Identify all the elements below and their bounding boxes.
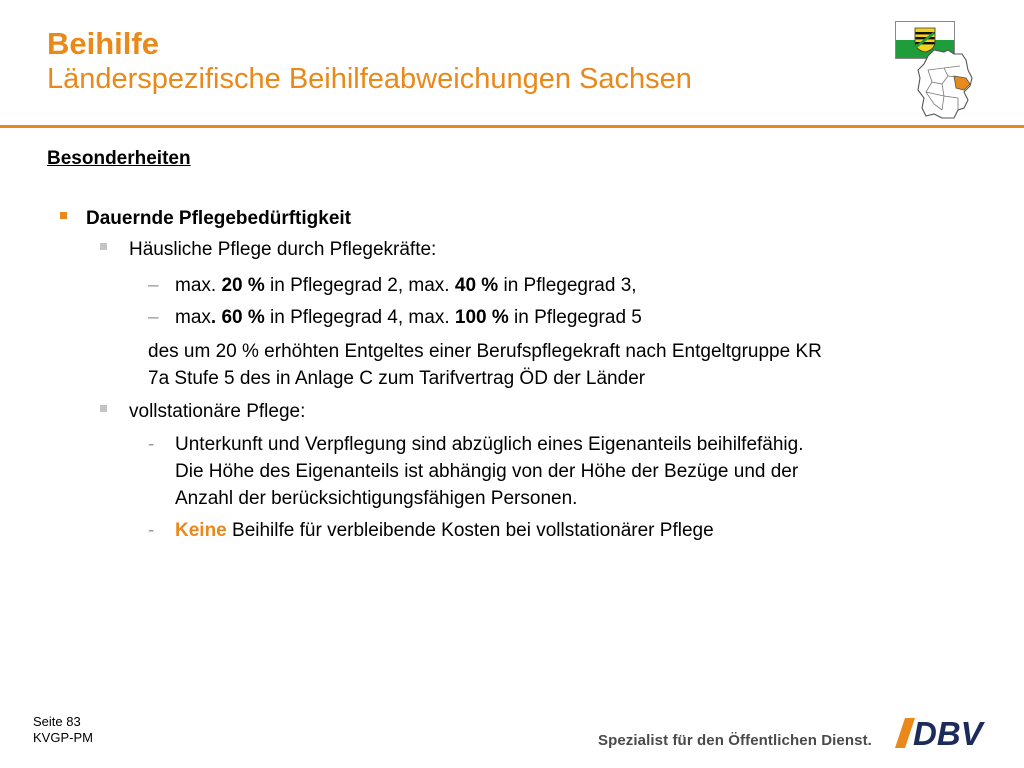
dash-level-3: - xyxy=(148,434,155,455)
page-number: Seite 83 xyxy=(33,714,81,729)
logo-text: DBV xyxy=(913,716,983,750)
dash-level-3: – xyxy=(148,307,159,328)
accommodation-text-2: Die Höhe des Eigenanteils ist abhängig von der Höhe der Bezüge und der xyxy=(175,461,799,482)
care-grade-line-1: max. 20 % in Pflegegrad 2, max. 40 % in Pflegegrad 3, xyxy=(175,275,637,296)
page-subtitle: Länderspezifische Beihilfeabweichungen Sachsen xyxy=(47,63,692,95)
accommodation-text-1: Unterkunft und Verpflegung sind abzüglich eines Eigenanteils beihilfefähig. xyxy=(175,434,804,455)
page-title: Beihilfe xyxy=(47,26,159,61)
header-rule xyxy=(0,125,1024,128)
continuation-text-1: des um 20 % erhöhten Entgeltes einer Berufspflegekraft nach Entgeltgruppe KR xyxy=(148,341,822,362)
bullet-care-dependency: Dauernde Pflegebedürftigkeit xyxy=(86,208,351,229)
bullet-level-2 xyxy=(100,243,107,250)
dbv-logo-icon xyxy=(893,716,1005,750)
care-grade-line-2: max. 60 % in Pflegegrad 4, max. 100 % in Pflegegrad 5 xyxy=(175,307,642,328)
bullet-level-1 xyxy=(60,212,67,219)
no-aid-line: Keine Beihilfe für verbleibende Kosten bei vollstationärer Pflege xyxy=(175,520,714,541)
dash-level-3: - xyxy=(148,520,155,541)
section-heading: Besonderheiten xyxy=(47,148,191,169)
company-slogan: Spezialist für den Öffentlichen Dienst. xyxy=(598,732,872,749)
title-block xyxy=(47,26,692,96)
footer-info xyxy=(33,714,93,746)
continuation-text-2: 7a Stufe 5 des in Anlage C zum Tarifvertrag ÖD der Länder xyxy=(148,368,646,389)
germany-map-icon xyxy=(914,48,976,120)
document-code: KVGP-PM xyxy=(33,730,93,745)
keyword-keine: Keine xyxy=(175,520,227,541)
bullet-level-2 xyxy=(100,405,107,412)
bullet-home-care: Häusliche Pflege durch Pflegekräfte: xyxy=(129,239,437,260)
bullet-full-care: vollstationäre Pflege: xyxy=(129,401,306,422)
accommodation-text-3: Anzahl der berücksichtigungsfähigen Personen. xyxy=(175,488,578,509)
dash-level-3: – xyxy=(148,275,159,296)
